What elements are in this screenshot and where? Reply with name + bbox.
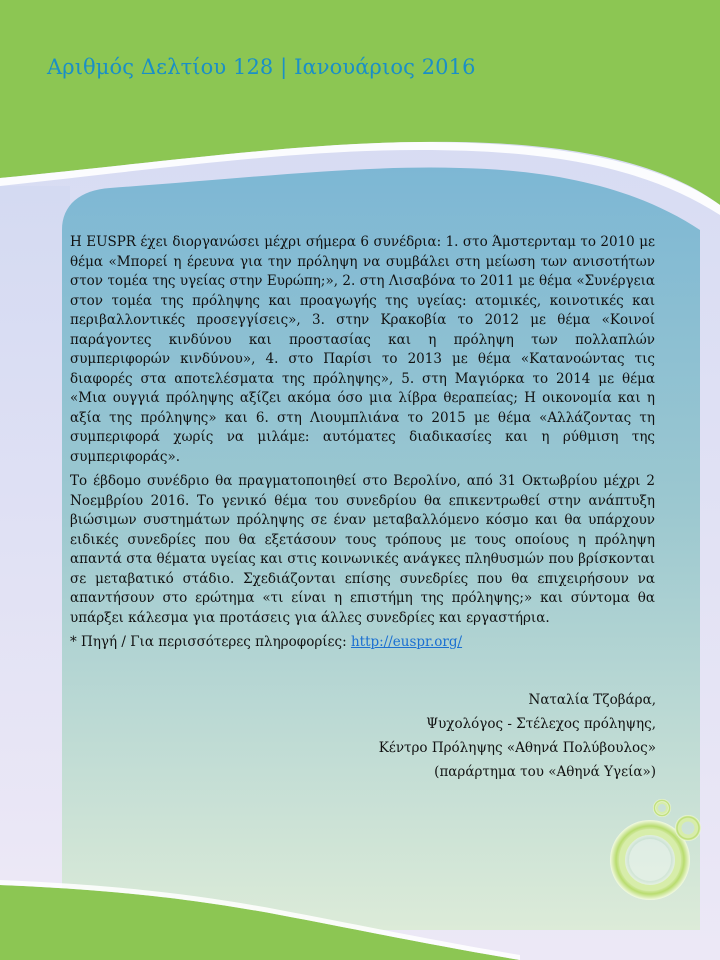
bulletin-title: Αριθμός Δελτίου 128 | Ιανουάριος 2016	[47, 55, 476, 79]
article-paragraph: Το έβδομο συνέδριο θα πραγματοποιηθεί στο Βερολίνο, από 31 Οκτωβρίου μέχρι 2 Νοεμβρίου 2016. Το γενικό θέμα του συνεδρίου θα επικεντρωθεί στην ανάπτυξη βιώσιμων συστημάτων πρόληψης σε έναν μεταβαλλόμενο κόσμο και θα υπάρχουν ειδικές συνεδρίες που θα εξετάσουν τους τρόπους με τους οποίους η πρόληψη απαντά στα θέματα υγείας και στις κοινωνικές ανάγκες πληθυσμών που βρίσκονται σε μεταβατικό στάδιο. Σχεδιάζονται επίσης συνεδρίες που θα επιχειρήσουν να απαντήσουν στο ερώτημα «τι είναι η επιστήμη της πρόληψης;» και σύντομα θα υπάρξει κάλεσμα για προτάσεις για άλλες συνεδρίες και εργαστήρια.	[70, 473, 655, 626]
source-label: * Πηγή / Για περισσότερες πληροφορίες:	[70, 634, 351, 650]
author-affiliation: (παράρτημα του «Αθηνά Υγεία»)	[434, 764, 656, 780]
article-paragraph: Η EUSPR έχει διοργανώσει μέχρι σήμερα 6 συνέδρια: 1. στο Άμστερνταμ το 2010 με θέμα «Μπορεί η έρευνα για την πρόληψη να συμβάλει στη μείωση των ανισοτήτων στον τομέα της υγείας στην Ευρώπη;», 2. στη Λισαβόνα το 2011 με θέμα «Συνέργεια στον τομέα της πρόληψης και προαγωγής της υγείας: ατομικές, κοινοτικές και περιβαλλοντικές προσεγγίσεις», 3. στην Κρακοβία το 2012 με θέμα «Κοινοί παράγοντες κινδύνου και προστασίας και η πρόληψη των πολλαπλών συμπεριφορών κινδύνου», 4. στο Παρίσι το 2013 με θέμα «Κατανοώντας τις διαφορές στα αποτελέσματα της πρόληψης», 5. στη Μαγιόρκα το 2014 με θέμα «Μια ουγγιά πρόληψης αξίζει ακόμα όσο μια λίβρα θεραπείας; Η οικονομία και η αξία της πρόληψης» και 6. στη Λιουμπλιάνα το 2015 με θέμα «Αλλάζοντας τη συμπεριφορά χωρίς να μιλάμε: αυτόματες διαδικασίες και η ρύθμιση της συμπεριφοράς».	[70, 234, 655, 465]
article-body	[70, 233, 655, 658]
author-organization: Κέντρο Πρόληψης «Αθηνά Πολύβουλος»	[378, 740, 656, 756]
author-name: Ναταλία Τζοβάρα,	[528, 692, 656, 708]
source-line	[70, 633, 655, 653]
author-role: Ψυχολόγος - Στέλεχος πρόληψης,	[426, 716, 656, 732]
author-signature	[379, 688, 656, 784]
source-link[interactable]: http://euspr.org/	[350, 634, 463, 650]
